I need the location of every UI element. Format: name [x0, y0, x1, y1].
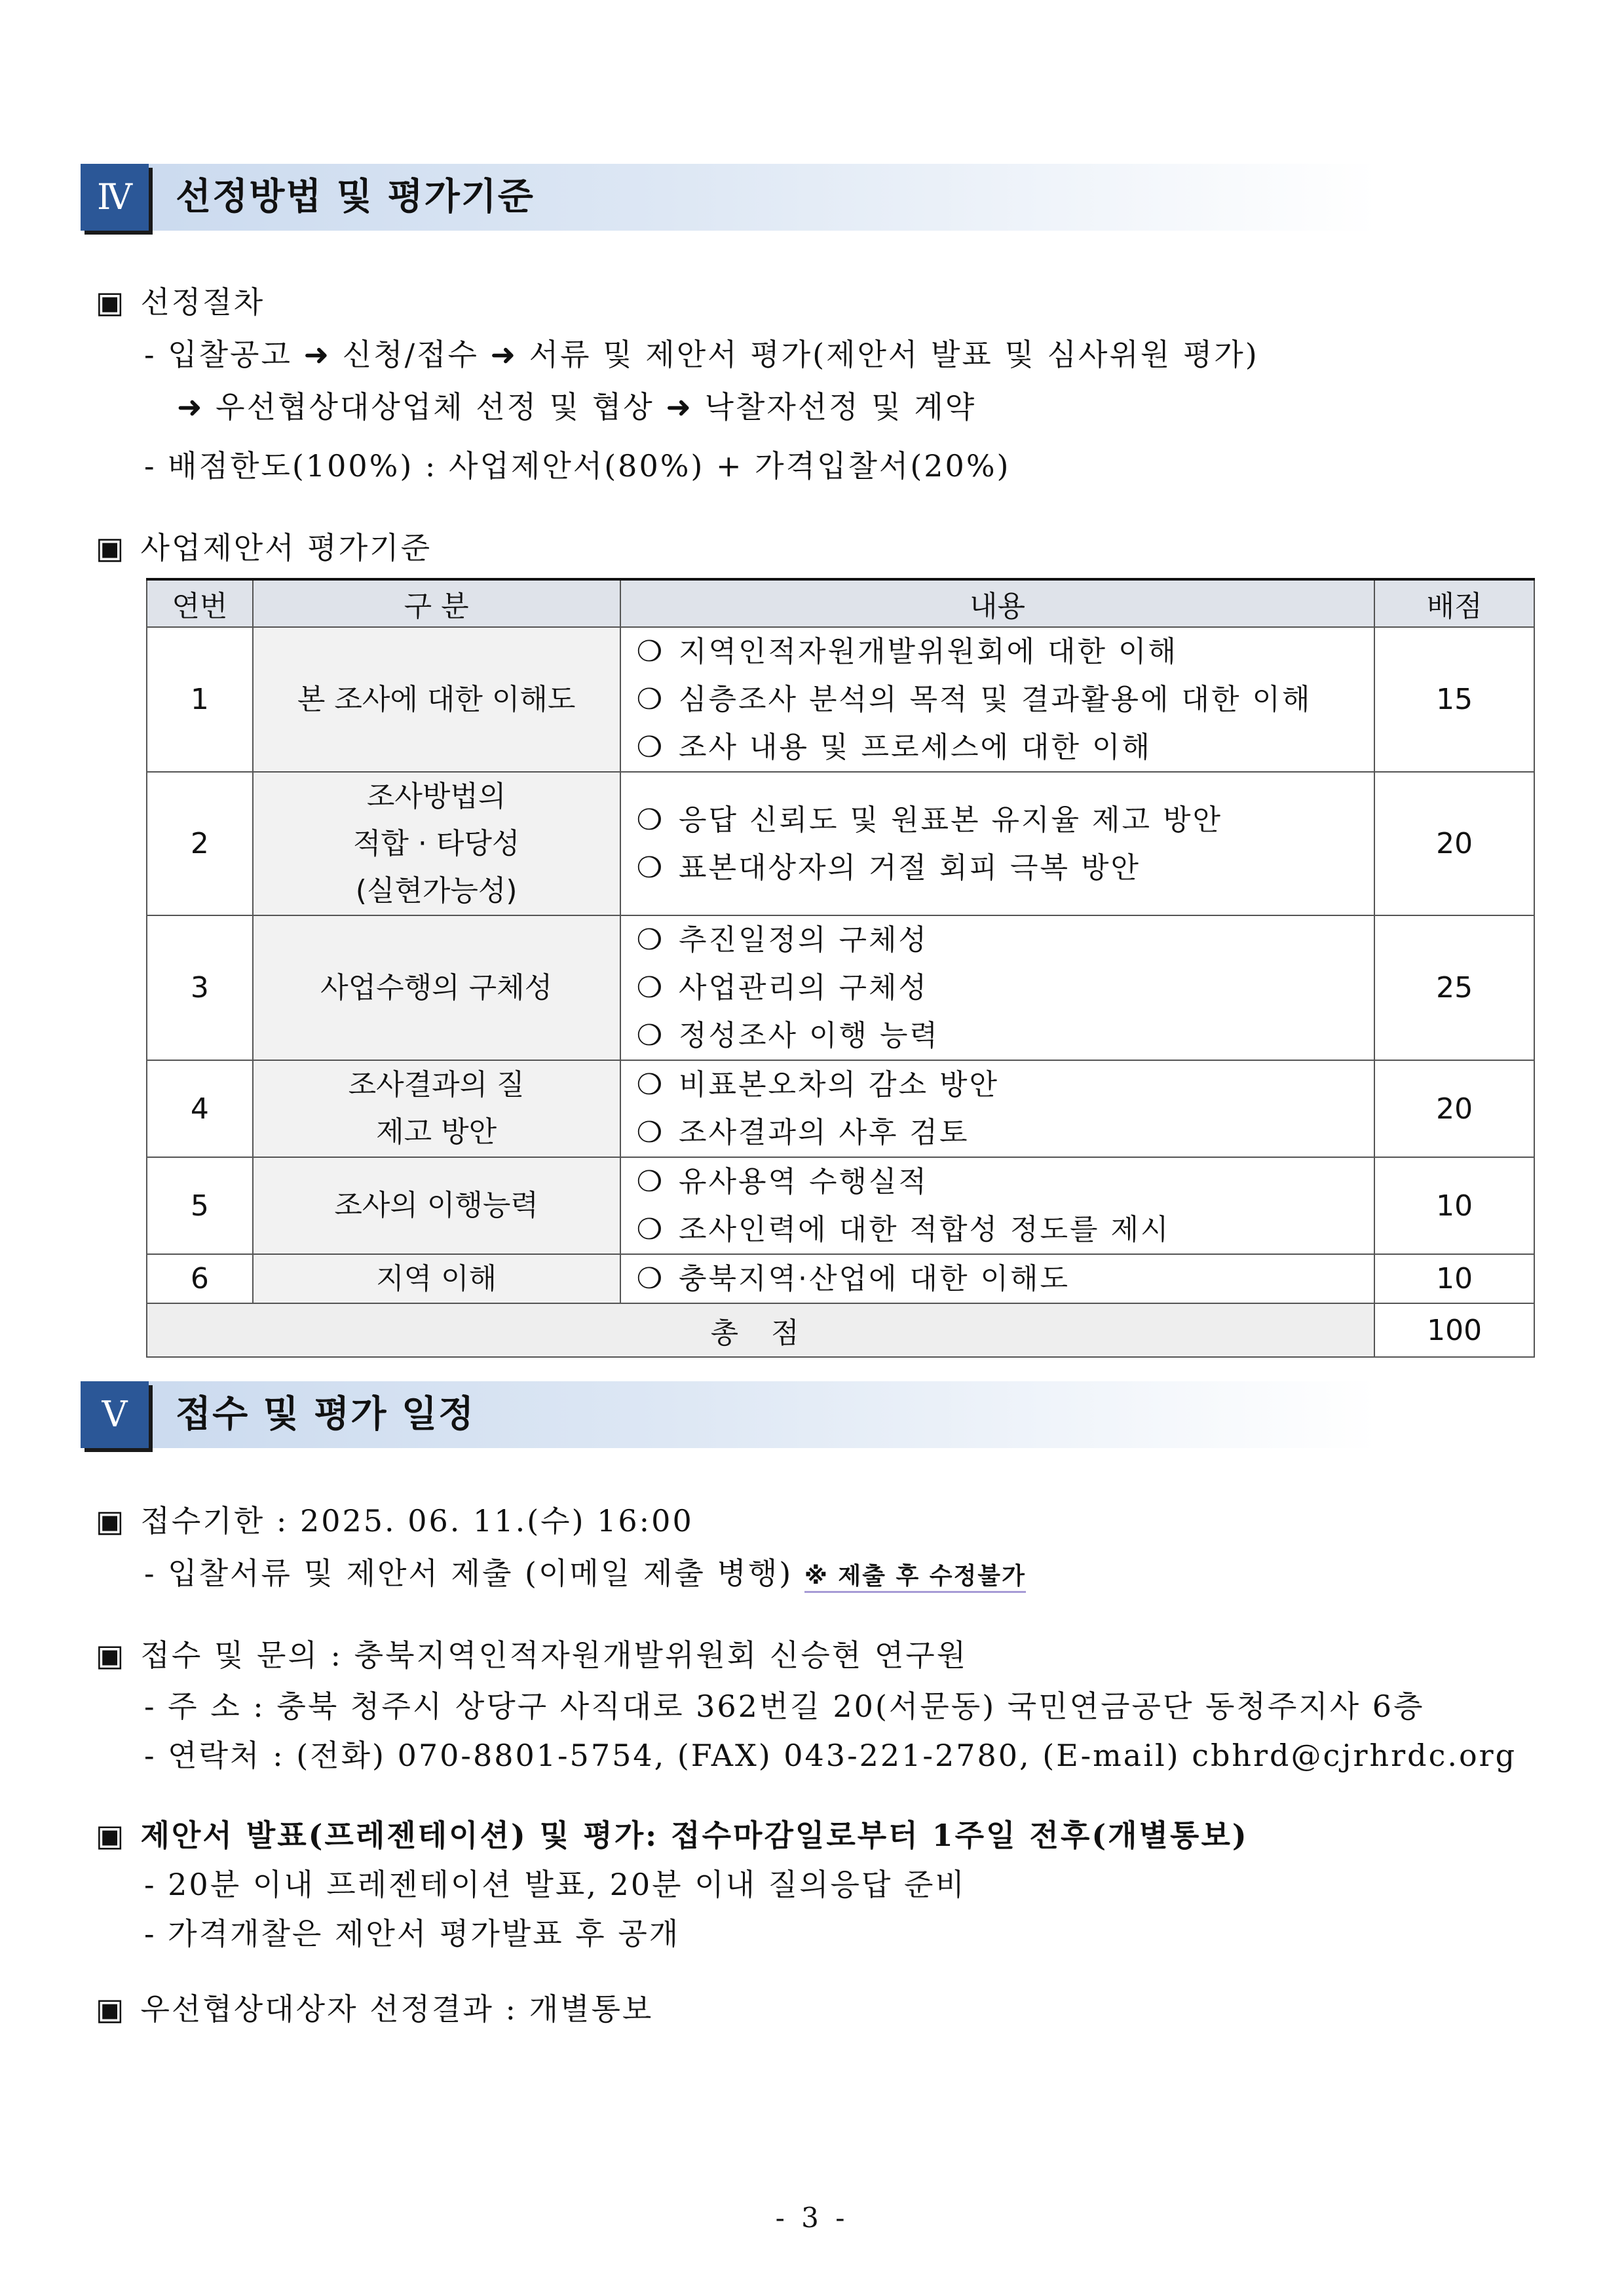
row-score: 25: [1374, 915, 1534, 1060]
row-items: [620, 1060, 1375, 1157]
square-bullet-icon: ▣: [96, 1991, 126, 2027]
table-row: [147, 1254, 1534, 1303]
list-item: ❍ 조사 내용 및 프로세스에 대한 이해: [636, 731, 1152, 764]
circle-bullet-icon: ❍: [636, 731, 665, 764]
contact-address: - 주 소 : 충북 청주시 상당구 사직대로 362번길 20(서문동) 국민연금공단 동청주지사 6층: [144, 1689, 1425, 1724]
row-items: [620, 915, 1375, 1060]
page-number: - 3 -: [775, 2202, 849, 2234]
score-limit-line: - 배점한도(100%) : 사업제안서(80%) + 가격입찰서(20%): [144, 448, 1011, 484]
list-item: ❍ 충북지역·산업에 대한 이해도: [636, 1262, 1070, 1295]
row-category: 조사결과의 질 제고 방안: [253, 1060, 620, 1157]
procedure-heading-line: [96, 278, 265, 322]
evaluation-criteria-table: [146, 578, 1535, 1358]
circle-bullet-icon: ❍: [636, 851, 665, 885]
list-item: ❍ 추진일정의 구체성: [636, 923, 929, 957]
presentation-line-2: - 가격개찰은 제안서 평가발표 후 공개: [144, 1916, 681, 1951]
deadline-detail-line: [144, 1550, 1026, 1593]
list-item: ❍ 사업관리의 구체성: [636, 971, 929, 1004]
row-score: 20: [1374, 1060, 1534, 1157]
row-items: [620, 627, 1375, 772]
list-item: ❍ 조사인력에 대한 적합성 정도를 제시: [636, 1213, 1171, 1246]
row-no: 4: [147, 1060, 253, 1157]
table-row: [147, 1157, 1534, 1254]
circle-bullet-icon: ❍: [636, 1262, 665, 1295]
list-item: ❍ 조사결과의 사후 검토: [636, 1116, 970, 1149]
list-item: ❍ 정성조사 이행 능력: [636, 1019, 940, 1052]
result-line: [96, 1985, 653, 2029]
section-5-title: 접수 및 평가 일정: [176, 1393, 476, 1436]
presentation-line-1: - 20분 이내 프레젠테이션 발표, 20분 이내 질의응답 준비: [144, 1867, 966, 1902]
presentation-heading: 제안서 발표(프레젠테이션) 및 평가: 접수마감일로부터 1주일 전후(개별통보): [140, 1818, 1249, 1853]
section-4-header: [81, 164, 1378, 231]
row-items: [620, 772, 1375, 915]
table-row: [147, 627, 1534, 772]
contact-heading-line: [96, 1632, 968, 1675]
square-bullet-icon: ▣: [96, 530, 126, 565]
circle-bullet-icon: ❍: [636, 1165, 665, 1198]
presentation-heading-line: [96, 1812, 1249, 1855]
row-items: [620, 1254, 1375, 1303]
row-category: 본 조사에 대한 이해도: [253, 627, 620, 772]
section-4-title: 선정방법 및 평가기준: [176, 176, 535, 218]
row-score: 15: [1374, 627, 1534, 772]
square-bullet-icon: ▣: [96, 284, 126, 320]
row-category: 조사방법의 적합 · 타당성 (실현가능성): [253, 772, 620, 915]
deadline-line: [96, 1497, 694, 1540]
list-item: ❍ 응답 신뢰도 및 원표본 유지율 제고 방안: [636, 803, 1222, 837]
circle-bullet-icon: ❍: [636, 1068, 665, 1101]
circle-bullet-icon: ❍: [636, 923, 665, 957]
circle-bullet-icon: ❍: [636, 1116, 665, 1149]
section-5-header: [81, 1381, 1378, 1448]
contact-phone: - 연락처 : (전화) 070-8801-5754, (FAX) 043-221-2780, (E-mail) cbhrd@cjrhrdc.org: [144, 1738, 1517, 1773]
section-4-numeral: Ⅳ: [81, 164, 149, 231]
table-total-row: [147, 1303, 1534, 1357]
row-no: 2: [147, 772, 253, 915]
circle-bullet-icon: ❍: [636, 1213, 665, 1246]
list-item: ❍ 표본대상자의 거절 회피 극복 방안: [636, 851, 1141, 885]
row-category: 사업수행의 구체성: [253, 915, 620, 1060]
total-label: 총 점: [147, 1303, 1374, 1357]
row-no: 1: [147, 627, 253, 772]
table-row: [147, 1060, 1534, 1157]
deadline-note: ※ 제출 후 수정불가: [804, 1563, 1026, 1593]
list-item: ❍ 지역인적자원개발위원회에 대한 이해: [636, 635, 1179, 668]
square-bullet-icon: ▣: [96, 1637, 126, 1673]
total-score: 100: [1374, 1303, 1534, 1357]
result-text: 우선협상대상자 선정결과 : 개별통보: [140, 1991, 654, 2027]
circle-bullet-icon: ❍: [636, 635, 665, 668]
contact-heading: 접수 및 문의 : 충북지역인적자원개발위원회 신승현 연구원: [140, 1637, 968, 1673]
circle-bullet-icon: ❍: [636, 683, 665, 716]
table-row: [147, 915, 1534, 1060]
list-item: ❍ 심층조사 분석의 목적 및 결과활용에 대한 이해: [636, 683, 1312, 716]
circle-bullet-icon: ❍: [636, 1019, 665, 1052]
row-score: 10: [1374, 1157, 1534, 1254]
procedure-flow-line-2: ➜ 우선협상대상업체 선정 및 협상 ➜ 낙찰자선정 및 계약: [177, 389, 977, 425]
list-item: ❍ 유사용역 수행실적: [636, 1165, 929, 1198]
circle-bullet-icon: ❍: [636, 803, 665, 837]
row-no: 6: [147, 1254, 253, 1303]
row-score: 20: [1374, 772, 1534, 915]
criteria-heading: 사업제안서 평가기준: [140, 530, 432, 565]
section-5-numeral: Ⅴ: [81, 1381, 149, 1448]
row-items: [620, 1157, 1375, 1254]
table-header-row: [147, 579, 1534, 627]
deadline-text: 접수기한 : 2025. 06. 11.(수) 16:00: [140, 1503, 694, 1539]
header-content: 내용: [620, 579, 1375, 627]
criteria-heading-line: [96, 524, 432, 567]
header-no: 연번: [147, 579, 253, 627]
row-category: 지역 이해: [253, 1254, 620, 1303]
table-row: [147, 772, 1534, 915]
procedure-flow-line-1: - 입찰공고 ➜ 신청/접수 ➜ 서류 및 제안서 평가(제안서 발표 및 심사위원 평가): [144, 337, 1259, 372]
row-no: 3: [147, 915, 253, 1060]
deadline-detail: - 입찰서류 및 제안서 제출 (이메일 제출 병행): [144, 1556, 793, 1591]
row-category: 조사의 이행능력: [253, 1157, 620, 1254]
row-score: 10: [1374, 1254, 1534, 1303]
square-bullet-icon: ▣: [96, 1503, 126, 1539]
row-no: 5: [147, 1157, 253, 1254]
header-category: 구 분: [253, 579, 620, 627]
circle-bullet-icon: ❍: [636, 971, 665, 1004]
square-bullet-icon: ▣: [96, 1818, 126, 1853]
list-item: ❍ 비표본오차의 감소 방안: [636, 1068, 1000, 1101]
header-score: 배점: [1374, 579, 1534, 627]
procedure-heading: 선정절차: [140, 284, 265, 320]
